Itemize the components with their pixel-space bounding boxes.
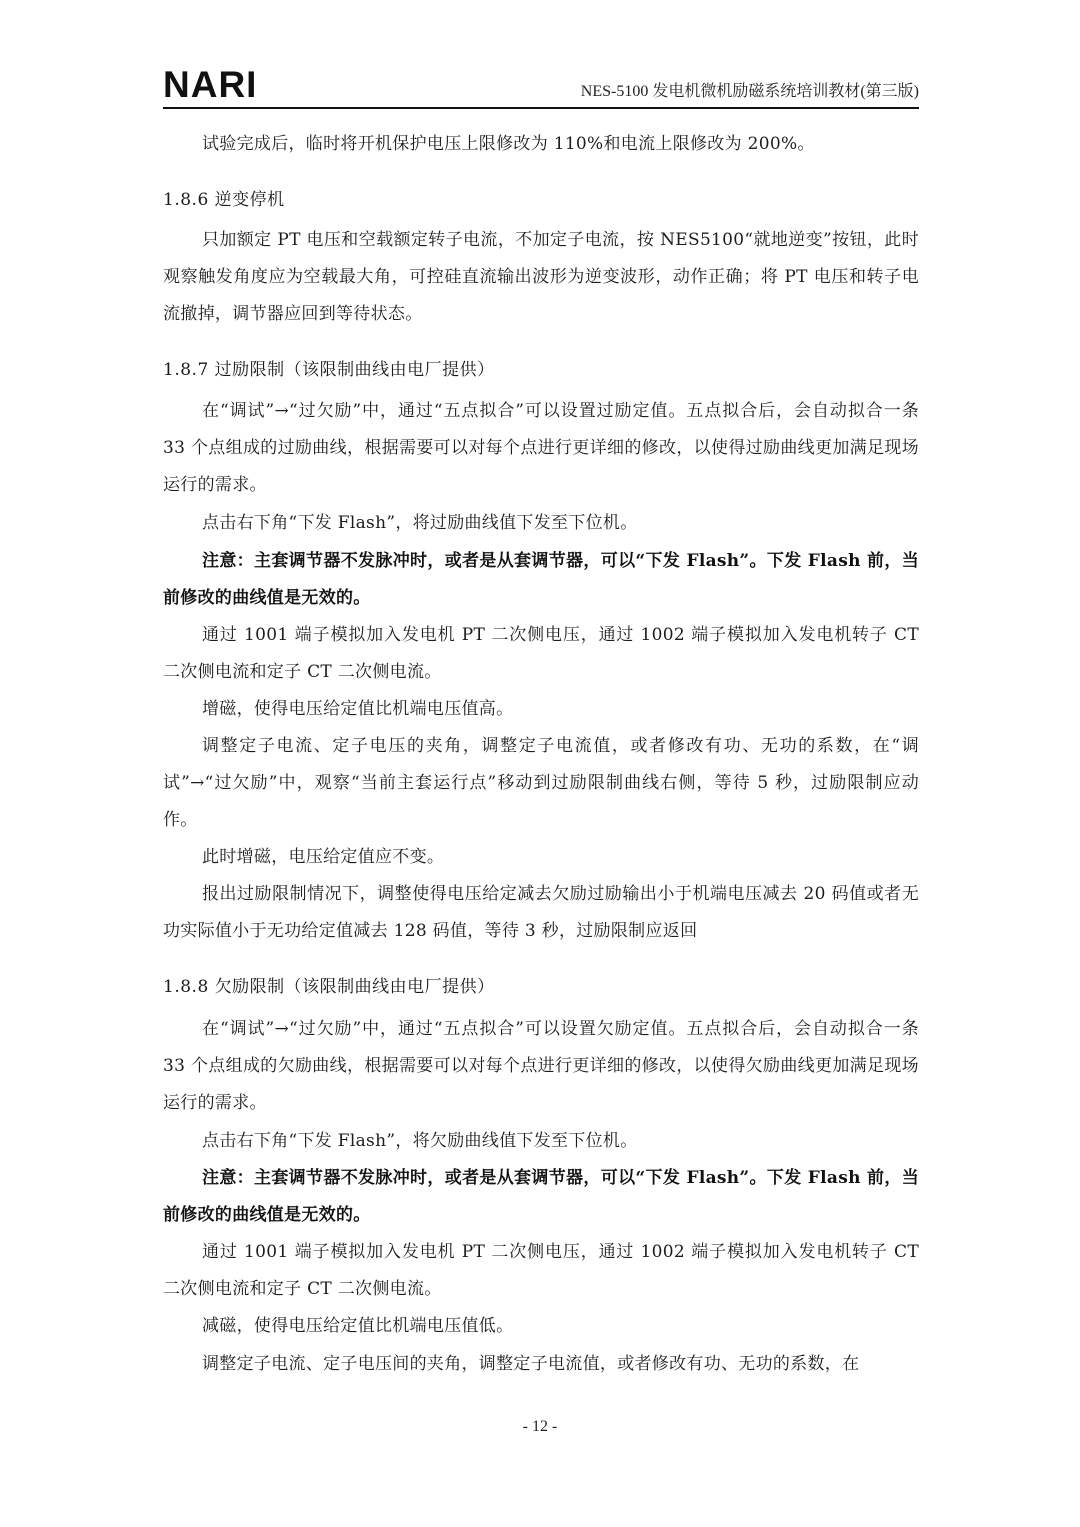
paragraph: 在“调试”→“过欠励”中，通过“五点拟合”可以设置欠励定值。五点拟合后，会自动拟合一条 33 个点组成的欠励曲线，根据需要可以对每个点进行更详细的修改，以使得欠励曲线更加满足现场运行的需求。 bbox=[163, 1019, 919, 1113]
paragraph: 通过 1001 端子模拟加入发电机 PT 二次侧电压，通过 1002 端子模拟加入发电机转子 CT 二次侧电流和定子 CT 二次侧电流。 bbox=[163, 625, 919, 682]
paragraph: 调整定子电流、定子电压的夹角，调整定子电流值，或者修改有功、无功的系数，在“调试”→“过欠励”中，观察“当前主套运行点”移动到过励限制曲线右侧，等待 5 秒，过励限制应动作。 bbox=[163, 736, 919, 830]
paragraph: 减磁，使得电压给定值比机端电压值低。 bbox=[202, 1316, 514, 1336]
header-divider bbox=[163, 107, 919, 109]
nari-logo: NARI bbox=[163, 64, 258, 105]
paragraph: 点击右下角“下发 Flash”，将欠励曲线值下发至下位机。 bbox=[202, 1131, 638, 1151]
section-heading-1-8-7: 1.8.7 过励限制（该限制曲线由电厂提供） bbox=[163, 360, 495, 380]
paragraph: 此时增磁，电压给定值应不变。 bbox=[202, 847, 445, 867]
note-paragraph: 注意：主套调节器不发脉冲时，或者是从套调节器，可以“下发 Flash”。下发 Flash 前，当前修改的曲线值是无效的。 bbox=[163, 1168, 919, 1225]
paragraph: 通过 1001 端子模拟加入发电机 PT 二次侧电压，通过 1002 端子模拟加入发电机转子 CT 二次侧电流和定子 CT 二次侧电流。 bbox=[163, 1242, 919, 1299]
section-heading-1-8-8: 1.8.8 欠励限制（该限制曲线由电厂提供） bbox=[163, 977, 495, 997]
paragraph: 试验完成后，临时将开机保护电压上限修改为 110%和电流上限修改为 200%。 bbox=[202, 134, 815, 154]
page-header bbox=[163, 62, 919, 106]
paragraph: 只加额定 PT 电压和空载额定转子电流，不加定子电流，按 NES5100“就地逆变”按钮，此时观察触发角度应为空载最大角，可控硅直流输出波形为逆变波形，动作正确；将 PT 电压和转子电流撤掉，调节器应回到等待状态。 bbox=[163, 230, 919, 324]
document-title: NES-5100 发电机微机励磁系统培训教材(第三版) bbox=[580, 83, 919, 100]
paragraph: 增磁，使得电压给定值比机端电压值高。 bbox=[202, 699, 514, 719]
page-number: - 12 - bbox=[522, 1418, 558, 1435]
note-paragraph: 注意：主套调节器不发脉冲时，或者是从套调节器，可以“下发 Flash”。下发 Flash 前，当前修改的曲线值是无效的。 bbox=[163, 551, 919, 608]
paragraph: 点击右下角“下发 Flash”，将过励曲线值下发至下位机。 bbox=[202, 513, 638, 533]
paragraph: 在“调试”→“过欠励”中，通过“五点拟合”可以设置过励定值。五点拟合后，会自动拟合一条 33 个点组成的过励曲线，根据需要可以对每个点进行更详细的修改，以使得过励曲线更加满足现场运行的需求。 bbox=[163, 401, 919, 495]
section-heading-1-8-6: 1.8.6 逆变停机 bbox=[163, 190, 285, 210]
paragraph: 报出过励限制情况下，调整使得电压给定减去欠励过励输出小于机端电压减去 20 码值或者无功实际值小于无功给定值减去 128 码值，等待 3 秒，过励限制应返回 bbox=[163, 884, 919, 941]
paragraph: 调整定子电流、定子电压间的夹角，调整定子电流值，或者修改有功、无功的系数，在 bbox=[202, 1354, 860, 1374]
